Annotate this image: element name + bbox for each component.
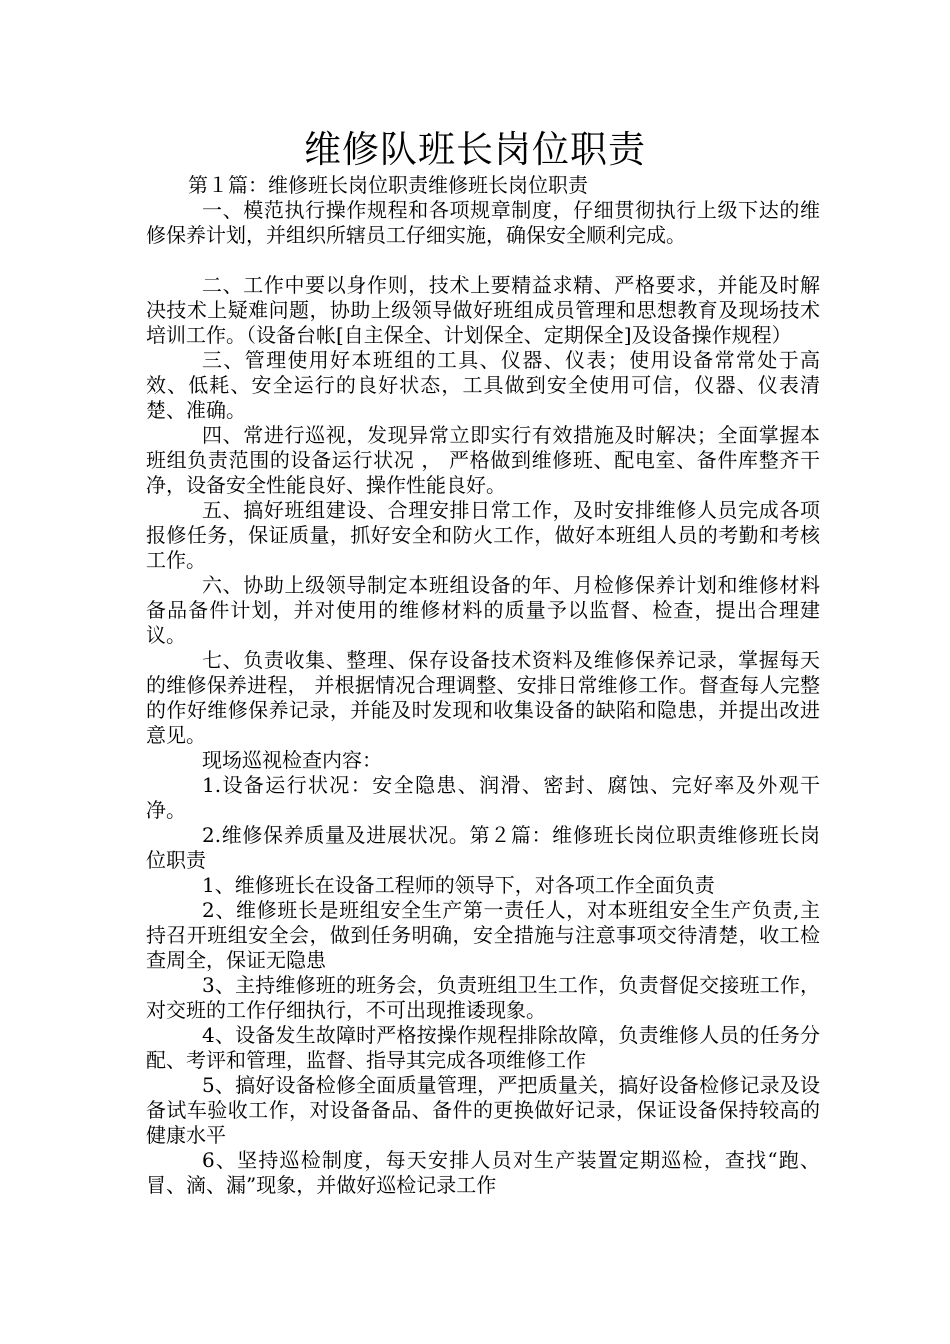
paragraph: 七、负责收集、整理、保存设备技术资料及维修保养记录，掌握每天的维修保养进程， 并根据情况合理调整、安排日常维修工作。督查每人完整的作好维修保养记录，并能及时发现和收集设备的缺陷和隐患，并提出改进意见。 xyxy=(146,648,820,747)
paragraph: 三、管理使用好本班组的工具、仪器、仪表；使用设备常常处于高效、低耗、安全运行的良好状态，工具做到安全使用可信，仪器、仪表清楚、准确。 xyxy=(146,348,820,422)
paragraph: 二、工作中要以身作则，技术上要精益求精、严格要求，并能及时解决技术上疑难问题，协助上级领导做好班组成员管理和思想教育及现场技术培训工作。（设备台帐[自主保全、计划保全、定期保全]及设备操作规程） xyxy=(146,273,820,347)
paragraph: 2、维修班长是班组安全生产第一责任人，对本班组安全生产负责,主持召开班组安全会，做到任务明确，安全措施与注意事项交待清楚，收工检查周全，保证无隐患 xyxy=(146,898,820,972)
paragraph: 4、设备发生故障时严格按操作规程排除故障，负责维修人员的任务分配、考评和管理，监督、指导其完成各项维修工作 xyxy=(146,1023,820,1072)
paragraph: 一、模范执行操作规程和各项规章制度，仔细贯彻执行上级下达的维修保养计划，并组织所辖员工仔细实施，确保安全顺利完成。 xyxy=(146,198,820,247)
paragraph: 2.维修保养质量及进展状况。第２篇：维修班长岗位职责维修班长岗位职责 xyxy=(146,823,820,872)
document-title: 维修队班长岗位职责 xyxy=(304,128,646,171)
paragraph: 3、主持维修班的班务会，负责班组卫生工作，负责督促交接班工作，对交班的工作仔细执行，不可出现推诿现象。 xyxy=(146,973,820,1022)
paragraph: 6、坚持巡检制度，每天安排人员对生产装置定期巡检，查找“跑、冒、滴、漏”现象，并做好巡检记录工作 xyxy=(146,1148,820,1197)
paragraph: 1、维修班长在设备工程师的领导下，对各项工作全面负责 xyxy=(202,873,715,897)
paragraph: 1.设备运行状况：安全隐患、润滑、密封、腐蚀、完好率及外观干净。 xyxy=(146,773,820,822)
paragraph: 现场巡视检查内容： xyxy=(202,748,382,772)
section-heading: 第１篇：维修班长岗位职责维修班长岗位职责 xyxy=(188,173,588,197)
paragraph: 五、搞好班组建设、合理安排日常工作，及时安排维修人员完成各项报修任务，保证质量，抓好安全和防火工作，做好本班组人员的考勤和考核工作。 xyxy=(146,498,820,572)
paragraph: 四、常进行巡视，发现异常立即实行有效措施及时解决；全面掌握本班组负责范围的设备运行状况 ， 严格做到维修班、配电室、备件库整齐干净，设备安全性能良好、操作性能良好。 xyxy=(146,423,820,497)
document-body xyxy=(146,173,820,1198)
paragraph: 六、协助上级领导制定本班组设备的年、月检修保养计划和维修材料备品备件计划，并对使用的维修材料的质量予以监督、检查，提出合理建议。 xyxy=(146,573,820,647)
paragraph: 5、搞好设备检修全面质量管理，严把质量关，搞好设备检修记录及设备试车验收工作，对设备备品、备件的更换做好记录，保证设备保持较高的健康水平 xyxy=(146,1073,820,1147)
